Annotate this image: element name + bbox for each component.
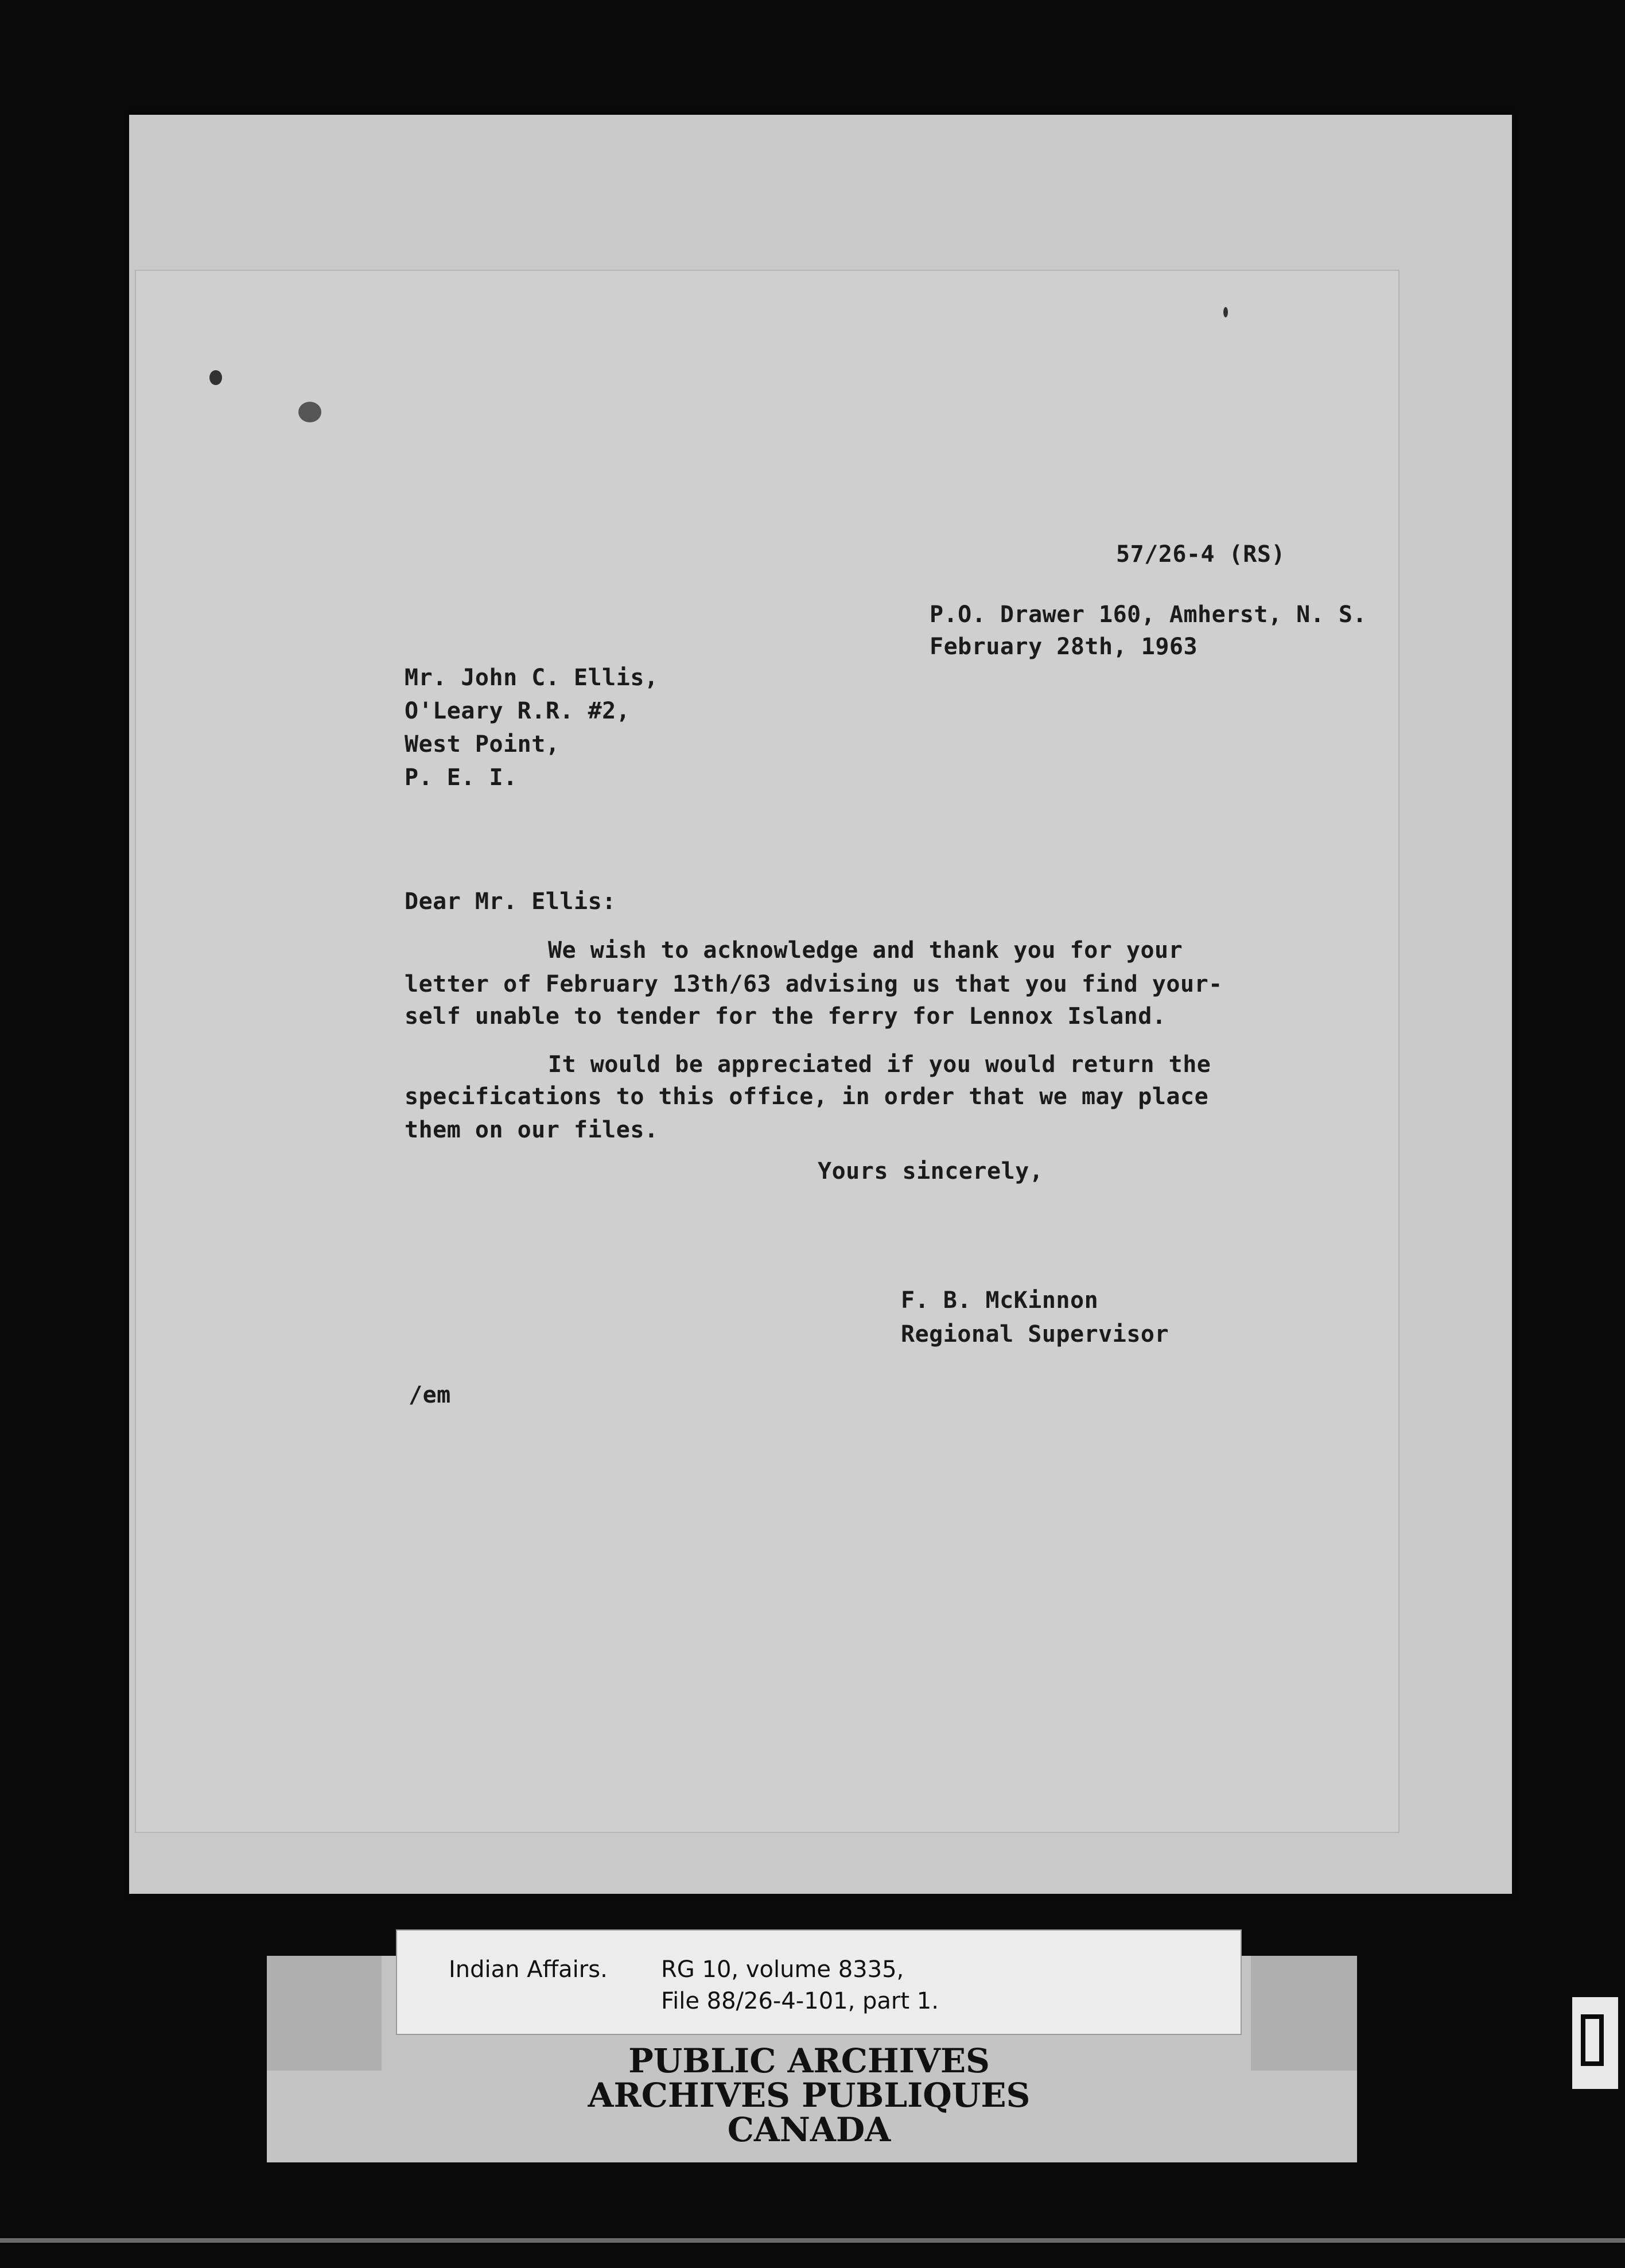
- paper-speck: [298, 402, 321, 422]
- letter-date: February 28th, 1963: [930, 634, 1198, 660]
- body-paragraph-1-line: self unable to tender for the ferry for Lennox Island.: [405, 1003, 1167, 1030]
- archive-stamp-line: PUBLIC ARCHIVES: [628, 2041, 990, 2080]
- film-frame-marker-icon: [1572, 1997, 1618, 2089]
- archive-stamp-line: CANADA: [727, 2110, 891, 2149]
- recipient-address-line: West Point,: [405, 731, 560, 758]
- citation-department: Indian Affairs.: [449, 1956, 608, 1983]
- recipient-address-line: O'Leary R.R. #2,: [405, 698, 631, 724]
- body-paragraph-2-line: them on our files.: [405, 1117, 659, 1143]
- body-paragraph-2-line: specifications to this office, in order that we may place: [405, 1083, 1209, 1110]
- citation-card: [396, 1929, 1242, 2035]
- archive-stamp-line: ARCHIVES PUBLIQUES: [588, 2076, 1031, 2115]
- citation-record-group: RG 10, volume 8335,: [661, 1956, 904, 1983]
- closing: Yours sincerely,: [818, 1158, 1044, 1185]
- body-paragraph-2-line: It would be appreciated if you would return the: [548, 1051, 1211, 1078]
- salutation: Dear Mr. Ellis:: [405, 888, 616, 915]
- body-paragraph-1-line: We wish to acknowledge and thank you for your: [548, 937, 1183, 964]
- signer-title: Regional Supervisor: [901, 1321, 1169, 1347]
- recipient-address-line: P. E. I.: [405, 764, 518, 791]
- archive-label-tab: [267, 1956, 382, 2071]
- body-paragraph-1-line: letter of February 13th/63 advising us that you find your-: [405, 971, 1223, 997]
- recipient-name: Mr. John C. Ellis,: [405, 665, 659, 691]
- file-reference-number: 57/26-4 (RS): [1116, 541, 1285, 568]
- film-edge-divider: [0, 2238, 1625, 2243]
- citation-file: File 88/26-4-101, part 1.: [661, 1988, 939, 2014]
- signer-name: F. B. McKinnon: [901, 1287, 1099, 1314]
- paper-speck: [209, 370, 222, 385]
- typist-initials: /em: [409, 1382, 451, 1408]
- sender-address: P.O. Drawer 160, Amherst, N. S.: [930, 601, 1367, 628]
- archive-label-tab: [1251, 1956, 1357, 2071]
- paper-speck: [1223, 307, 1228, 317]
